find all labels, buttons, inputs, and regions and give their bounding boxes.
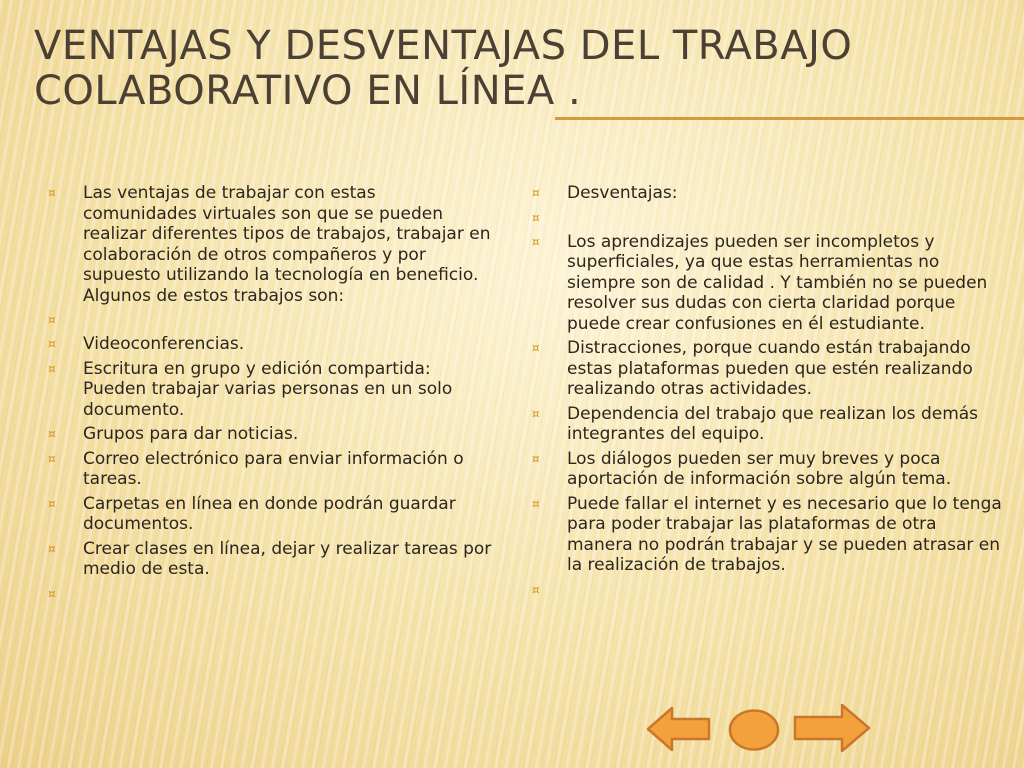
x-mark-bullet-icon: ¤ <box>532 210 540 225</box>
disadvantage-item-text: Desventajas: <box>567 183 678 203</box>
slide-title-block <box>34 24 994 114</box>
advantage-item-text: Escritura en grupo y edición compartida: Pueden trabajar varias personas en un solo documento. <box>83 358 453 420</box>
x-mark-bullet-icon: ¤ <box>532 451 540 466</box>
disadvantage-item-text: Los diálogos pueden ser muy breves y poca aportación de información sobre algún tema. <box>567 448 952 489</box>
x-mark-bullet-icon: ¤ <box>532 186 540 200</box>
disadvantage-item-text: Distracciones, porque cuando están trabajando estas plataformas pueden que estén realizando realizando otras actividades. <box>567 338 973 399</box>
advantage-item-text: Videoconferencias. <box>83 334 245 354</box>
x-mark-bullet-icon: ¤ <box>48 313 56 327</box>
next-slide-button[interactable] <box>792 702 872 754</box>
left-arrow-icon <box>648 708 709 750</box>
circle-home-icon <box>730 711 778 750</box>
home-button[interactable] <box>727 708 781 752</box>
x-mark-bullet-icon: ¤ <box>48 337 56 351</box>
right-arrow-icon <box>795 705 869 751</box>
advantages-column <box>46 183 494 608</box>
disadvantage-item <box>530 338 1004 400</box>
disadvantage-item <box>530 183 1004 204</box>
x-mark-bullet-icon: ¤ <box>48 427 56 441</box>
x-mark-bullet-icon: ¤ <box>532 496 540 511</box>
disadvantage-item-text: Puede fallar el internet y es necesario que lo tenga para poder trabajar las plataformas de otra manera no podrán trabajar y se pueden atrasar en la realización de trabajos. <box>567 493 1002 575</box>
slide-title: VENTAJAS Y DESVENTAJAS DEL TRABAJO COLABORATIVO EN LÍNEA . <box>34 23 853 114</box>
disadvantage-item <box>530 494 1004 576</box>
disadvantage-item-text <box>567 208 1004 228</box>
x-mark-bullet-icon: ¤ <box>532 582 540 597</box>
advantage-item-text: Las ventajas de trabajar con estas comunidades virtuales son que se pueden realizar diferentes tipos de trabajos, trabajar en colaboración de otros compañeros y por supuesto utilizando la tecnología en beneficio. Algunos de estos trabajos son: <box>83 183 491 306</box>
advantage-item <box>46 494 494 535</box>
x-mark-bullet-icon: ¤ <box>48 541 56 556</box>
advantage-item <box>46 539 494 580</box>
x-mark-bullet-icon: ¤ <box>48 186 56 200</box>
disadvantage-item <box>530 208 1004 228</box>
disadvantage-item <box>530 232 1004 335</box>
advantage-item <box>46 424 494 445</box>
x-mark-bullet-icon: ¤ <box>48 361 56 376</box>
disadvantage-item <box>530 449 1004 490</box>
disadvantage-item-text <box>567 580 1004 600</box>
advantage-item-text: Correo electrónico para enviar información o tareas. <box>83 448 464 489</box>
disadvantage-item-text: Los aprendizajes pueden ser incompletos y superficiales, ya que estas herramientas no siempre son de calidad . Y también no se pueden resolver sus dudas con cierta claridad porque puede crear confusiones en él estudiante. <box>567 231 988 334</box>
advantage-item <box>46 584 494 604</box>
disadvantage-item <box>530 580 1004 600</box>
advantage-item <box>46 359 494 421</box>
disadvantage-item <box>530 404 1004 445</box>
advantage-item-text: Crear clases en línea, dejar y realizar tareas por medio de esta. <box>83 538 492 579</box>
x-mark-bullet-icon: ¤ <box>532 406 540 421</box>
x-mark-bullet-icon: ¤ <box>48 496 56 511</box>
x-mark-bullet-icon: ¤ <box>48 451 56 466</box>
x-mark-bullet-icon: ¤ <box>532 341 540 355</box>
advantage-item-text: Grupos para dar noticias. <box>83 424 299 444</box>
disadvantage-item-text: Dependencia del trabajo que realizan los demás integrantes del equipo. <box>567 403 979 444</box>
advantage-item <box>46 310 494 330</box>
disadvantages-column <box>530 183 1004 604</box>
advantage-item-text: Carpetas en línea en donde podrán guardar documentos. <box>83 493 456 534</box>
advantage-item-text <box>83 310 494 330</box>
x-mark-bullet-icon: ¤ <box>48 586 56 601</box>
x-mark-bullet-icon: ¤ <box>532 234 540 249</box>
advantage-item <box>46 183 494 306</box>
title-underline <box>555 117 1024 120</box>
advantage-item <box>46 449 494 490</box>
advantage-item <box>46 334 494 355</box>
previous-slide-button[interactable] <box>646 705 712 753</box>
advantage-item-text <box>83 584 494 604</box>
